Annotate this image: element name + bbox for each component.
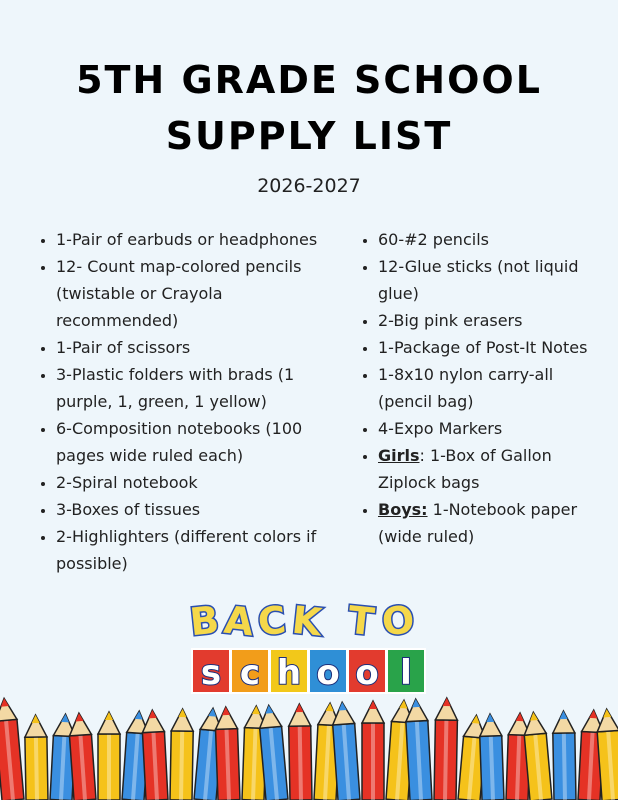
pencil-icon: [25, 715, 48, 800]
list-item: • 1-8x10 nylon carry-all (pencil bag): [378, 361, 606, 415]
list-item: • 3-Plastic folders with brads (1 purple, 1, green, 1 yellow): [56, 361, 334, 415]
pencil-icon: [552, 711, 576, 800]
list-item: • 12- Count map-colored pencils (twistable or Crayola recommended): [56, 253, 334, 334]
boys-label: Boys:: [378, 500, 428, 519]
pencil-icon: [98, 712, 120, 800]
supply-list-right: [356, 226, 606, 550]
list-item-boys: [378, 496, 606, 550]
list-item: • 6-Composition notebooks (100 pages wide ruled each): [56, 415, 334, 469]
banner-letter: T: [345, 597, 377, 645]
banner-letter: C: [255, 597, 289, 645]
list-item: • 12-Glue sticks (not liquid glue): [378, 253, 606, 307]
title-line-2: SUPPLY LIST: [165, 114, 453, 158]
pencil-icon: [405, 699, 432, 800]
school-year: 2026-2027: [257, 175, 361, 197]
banner-letter: K: [289, 597, 324, 645]
list-item: • 60-#2 pencils: [378, 226, 606, 253]
list-item: • 4-Expo Markers: [378, 415, 606, 442]
supply-list-left: [34, 226, 334, 577]
page-title: [0, 52, 618, 164]
banner-letter: c: [239, 653, 261, 693]
pencil-icon: [170, 709, 194, 800]
pencil-icon: [0, 697, 24, 800]
girls-label: Girls: [378, 446, 420, 465]
list-item-girls: [378, 442, 606, 496]
banner-letter: h: [276, 653, 302, 693]
banner-letter: A: [221, 597, 256, 645]
boys-text: 1-Notebook paper (wide ruled): [378, 500, 578, 546]
list-item: • 1-Pair of earbuds or headphones: [56, 226, 334, 253]
list-item: • 1-Pair of scissors: [56, 334, 334, 361]
list-item: • 2-Big pink erasers: [378, 307, 606, 334]
banner-letter: B: [187, 597, 222, 645]
list-item: • 2-Spiral notebook: [56, 469, 334, 496]
list-item: • 1-Package of Post-It Notes: [378, 334, 606, 361]
banner-letter: l: [400, 653, 412, 693]
pencil-border-illustration: [0, 690, 618, 800]
pencil-icon: [434, 698, 458, 800]
banner-letter: o: [316, 653, 340, 693]
back-to-text: [188, 597, 417, 644]
girls-text: : 1-Box of Gallon Ziplock bags: [378, 446, 552, 492]
title-line-1: 5TH GRADE SCHOOL: [76, 58, 542, 102]
pencil-icon: [288, 704, 312, 800]
back-to-school-banner: [0, 594, 618, 704]
school-text: [192, 649, 425, 693]
banner-letter: O: [379, 597, 417, 645]
list-item: • 2-Highlighters (different colors if possible): [56, 523, 334, 577]
pencil-icon: [141, 710, 168, 800]
banner-letter: s: [200, 653, 222, 693]
pencil-icon: [479, 714, 504, 800]
banner-letter: o: [355, 653, 379, 693]
list-item: • 3-Boxes of tissues: [56, 496, 334, 523]
pencil-icon: [362, 701, 384, 800]
